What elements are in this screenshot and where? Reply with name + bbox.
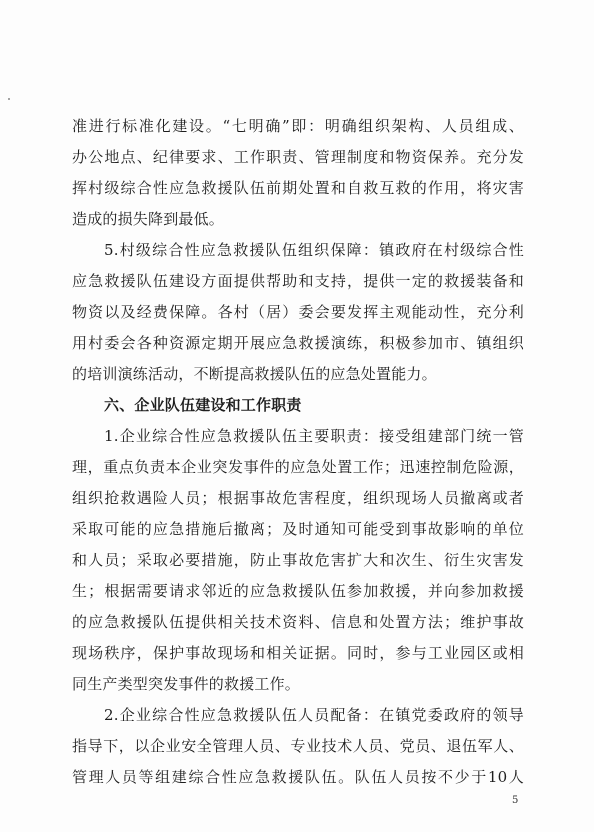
paragraph-start-line: 2.企业综合性应急救援队伍人员配备：在镇党委政府的领导 bbox=[104, 706, 524, 724]
body-line: 准进行标准化建设。“七明确”即：明确组织架构、人员组成、 bbox=[72, 117, 524, 135]
body-line: 和人员；采取必要措施，防止事故危害扩大和次生、衍生灾害发 bbox=[72, 551, 524, 569]
body-line: 用村委会各种资源定期开展应急救援演练，积极参加市、镇组织 bbox=[72, 334, 524, 352]
body-line: 指导下，以企业安全管理人员、专业技术人员、党员、退伍军人、 bbox=[72, 737, 524, 755]
body-line: 现场秩序，保护事故现场和相关证据。同时，参与工业园区或相 bbox=[72, 644, 524, 662]
body-line: 的应急救援队伍提供相关技术资料、信息和处置方法；维护事故 bbox=[72, 613, 524, 631]
body-line: 同生产类型突发事件的救援工作。 bbox=[72, 675, 301, 693]
paragraph-start-line: 5.村级综合性应急救援队伍组织保障：镇政府在村级综合性 bbox=[104, 241, 524, 259]
body-line: 办公地点、纪律要求、工作职责、管理制度和物资保养。充分发 bbox=[72, 148, 524, 166]
body-line: 应急救援队伍建设方面提供帮助和支持，提供一定的救援装备和 bbox=[72, 272, 524, 290]
body-line: 挥村级综合性应急救援队伍前期处置和自救互救的作用，将灾害 bbox=[72, 179, 524, 197]
body-line: 管理人员等组建综合性应急救援队伍。队伍人员按不少于10人 bbox=[72, 768, 524, 786]
section-heading: 六、企业队伍建设和工作职责 bbox=[104, 396, 302, 414]
scan-dot bbox=[8, 98, 10, 100]
body-line: 物资以及经费保障。各村（居）委会要发挥主观能动性，充分利 bbox=[72, 303, 524, 321]
page-number: 5 bbox=[512, 795, 519, 806]
body-line: 生；根据需要请求邻近的应急救援队伍参加救援，并向参加救援 bbox=[72, 582, 524, 600]
body-line: 造成的损失降到最低。 bbox=[72, 210, 225, 228]
paragraph-start-line: 1.企业综合性应急救援队伍主要职责：接受组建部门统一管 bbox=[104, 427, 524, 445]
body-line: 采取可能的应急措施后撤离；及时通知可能受到事故影响的单位 bbox=[72, 520, 524, 538]
body-line: 理，重点负责本企业突发事件的应急处置工作；迅速控制危险源， bbox=[72, 458, 524, 476]
body-line: 组织抢救遇险人员；根据事故危害程度，组织现场人员撤离或者 bbox=[72, 489, 524, 507]
body-line: 的培训演练活动，不断提高救援队伍的应急处置能力。 bbox=[72, 365, 437, 383]
